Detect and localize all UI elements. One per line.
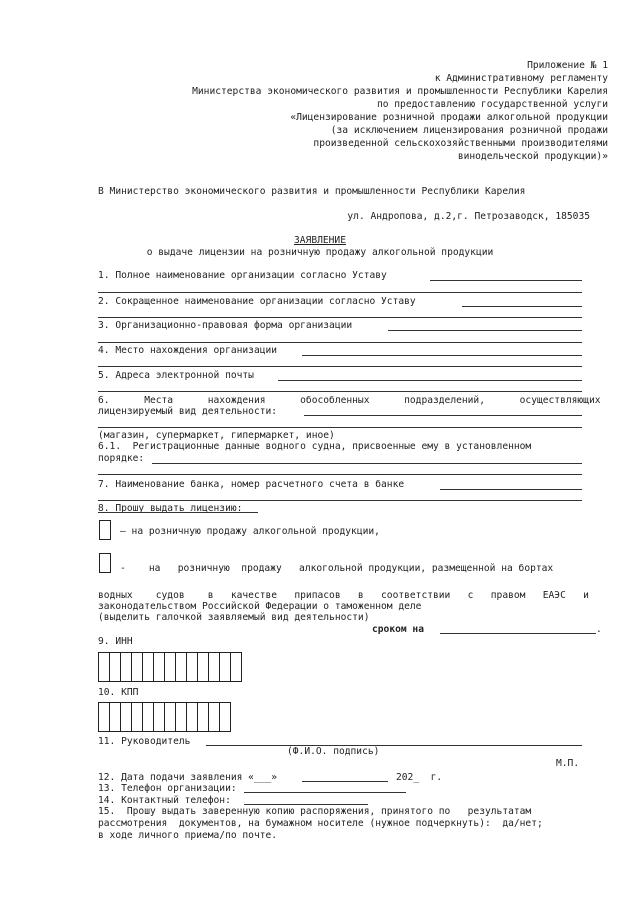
document-title: ЗАЯВЛЕНИЕ [294,235,346,246]
contact-phone-label: 14. Контактный телефон: [98,795,231,806]
vessel-license-option-label-cont: водных судов в качестве припасов в соответствии с правом ЕАЭС и [98,590,589,601]
field-email-input[interactable] [278,380,582,381]
field-location-label: 4. Место нахождения организации [98,345,278,356]
appendix-line: (за исключением лицензирования розничной продажи [330,125,608,136]
license-option-note: (выделить галочкой заявляемый вид деятельности) [98,612,370,623]
addressee-address: ул. Андропова, д.2,г. Петрозаводск, 185035 [347,211,590,222]
field-short-name-input-line2[interactable] [98,317,582,318]
application-date-label: 12. Дата подачи заявления «___» [98,772,278,783]
retail-license-option-label: – на розничную продажу алкогольной продукции, [120,526,380,537]
field-legal-form-input-line2[interactable] [98,342,582,343]
vessel-license-option-label-cont2: законодательством Российской Федерации о таможенном деле [98,601,422,612]
kpp-label: 10. КПП [98,687,139,698]
appendix-line: к Административному регламенту [434,73,608,84]
appendix-line: Приложение № 1 [527,60,608,71]
seal-mark: М.П. [556,758,580,769]
license-term-input[interactable] [440,633,596,634]
field-branches-label-cont: лицензируемый вид деятельности: [98,406,278,417]
field-legal-form-input[interactable] [388,330,582,331]
field-location-input[interactable] [302,355,582,356]
field-branches-note: (магазин, супермаркет, гипермаркет, иное) [98,430,335,441]
field-short-name-input[interactable] [462,306,582,307]
field-bank-label: 7. Наименование банка, номер расчетного счета в банке [98,479,405,490]
appendix-line: «Лицензирование розничной продажи алкогольной продукции [290,112,608,123]
appendix-line: Министерства экономического развития и промышленности Республики Карелия [192,86,608,97]
field-location-input-line2[interactable] [98,366,582,367]
field-vessel-label-cont: порядке: [98,453,145,464]
copy-request-label-cont: рассмотрения документов, на бумажном носителе (нужное подчеркнуть): да/нет; [98,818,543,829]
field-email-label: 5. Адреса электронной почты [98,370,254,381]
vessel-license-option-label: - на розничную продажу алкогольной продукции, размещенной на бортах [120,563,554,574]
license-term-label: сроком на [372,624,424,635]
addressee-ministry: В Министерство экономического развития и промышленности Республики Карелия [98,186,526,197]
copy-request-label: 15. Прошу выдать заверенную копию распоряжения, принятого по результатам [98,806,532,817]
appendix-line: по предоставлению государственной услуги [376,99,608,110]
appendix-line: винодельческой продукции)» [457,151,608,162]
field-full-name-input[interactable] [430,280,582,281]
vessel-license-checkbox[interactable] [99,553,111,573]
contact-phone-input[interactable] [244,804,368,805]
field-bank-input-line2[interactable] [98,500,582,501]
head-signature-input[interactable] [206,745,582,746]
document-subtitle: о выдаче лицензии на розничную продажу алкогольной продукции [146,247,494,258]
field-legal-form-label: 3. Организационно-правовая форма организации [98,320,353,331]
application-date-month-input[interactable] [302,781,388,782]
field-vessel-input-line2[interactable] [98,474,582,475]
field-bank-input[interactable] [440,489,582,490]
inn-input-cells[interactable] [98,652,242,682]
field-branches-label: 6. Места нахождения обособленных подразделений, осуществляющих [98,395,601,406]
application-date-year: 202_ г. [396,772,443,783]
org-phone-label: 13. Телефон организации: [98,783,237,794]
field-license-request-label: 8. Прошу выдать лицензию: [98,503,243,514]
field-license-request-underline [98,512,258,513]
field-branches-input-line2[interactable] [98,427,582,428]
field-short-name-label: 2. Сокращенное наименование организации согласно Уставу [98,296,416,307]
field-full-name-input-line2[interactable] [98,292,582,293]
org-phone-input[interactable] [244,792,406,793]
head-signature-note: (Ф.И.О. подпись) [287,746,380,757]
field-branches-input[interactable] [304,415,582,416]
copy-request-label-cont2: в ходе личного приема/по почте. [98,830,278,841]
appendix-line: произведенной сельскохозяйственными производителями [313,138,608,149]
field-full-name-label: 1. Полное наименование организации согласно Уставу [98,270,387,281]
retail-license-checkbox[interactable] [99,520,111,540]
field-vessel-label: 6.1. Регистрационные данные водного судна, присвоенные ему в установленном [98,441,532,452]
kpp-input-cells[interactable] [98,702,231,732]
field-vessel-input[interactable] [152,463,582,464]
field-email-input-line2[interactable] [98,391,582,392]
head-label: 11. Руководитель [98,736,191,747]
license-term-period: . [596,624,602,635]
inn-label: 9. ИНН [98,636,133,647]
